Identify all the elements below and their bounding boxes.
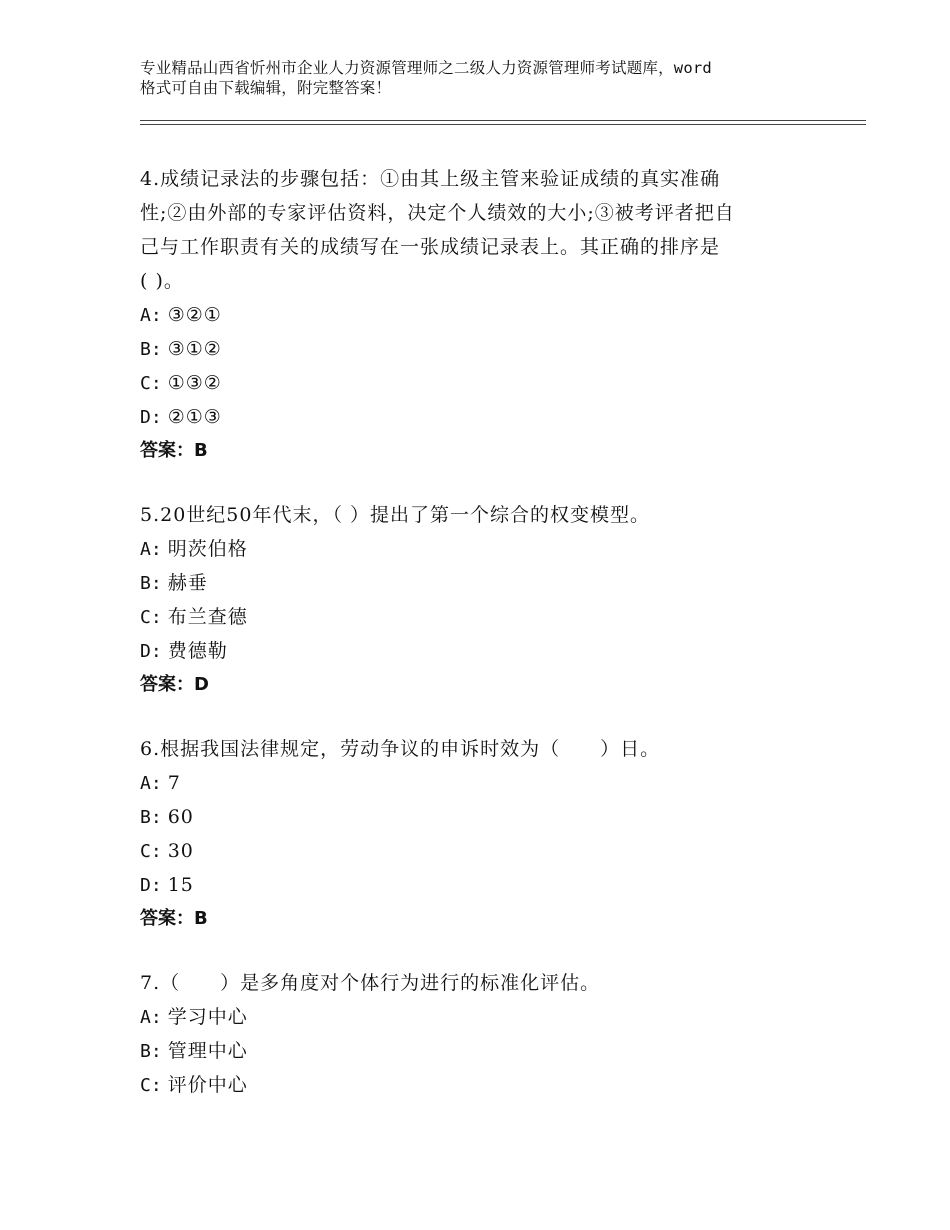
answer-option xyxy=(140,298,820,332)
question-block xyxy=(140,966,820,1102)
question-stem-line: 5.20世纪50年代末，（ ）提出了第一个综合的权变模型。 xyxy=(140,504,651,526)
answer-option xyxy=(140,1000,820,1034)
answer-key: 答案：B xyxy=(140,440,208,461)
option-key: D: xyxy=(140,875,162,896)
answer-option xyxy=(140,566,820,600)
option-text: ②①③ xyxy=(167,406,222,428)
header-divider-bottom xyxy=(140,124,866,125)
answer-option xyxy=(140,332,820,366)
option-text: 布兰查德 xyxy=(167,606,248,628)
question-stem-line: 7.（ ）是多角度对个体行为进行的标准化评估。 xyxy=(140,972,601,994)
question-stem-line: 己与工作职责有关的成绩写在一张成绩记录表上。其正确的排序是 xyxy=(140,236,721,258)
option-text: ①③② xyxy=(167,372,222,394)
option-key: D: xyxy=(140,641,162,662)
question-stem xyxy=(140,966,820,1000)
option-key: C: xyxy=(140,841,162,862)
option-text: 管理中心 xyxy=(167,1040,248,1062)
question-stem xyxy=(140,162,820,298)
answer-key: 答案：D xyxy=(140,674,209,695)
question-stem xyxy=(140,732,820,766)
answer-option xyxy=(140,766,820,800)
option-text: 60 xyxy=(167,806,194,828)
option-key: A: xyxy=(140,773,162,794)
answer-option xyxy=(140,600,820,634)
option-key: D: xyxy=(140,407,162,428)
header-line-1: 专业精品山西省忻州市企业人力资源管理师之二级人力资源管理师考试题库，word xyxy=(140,59,712,77)
answer-option xyxy=(140,1034,820,1068)
option-key: A: xyxy=(140,539,162,560)
question-stem xyxy=(140,498,820,532)
option-key: B: xyxy=(140,1041,162,1062)
answer-option xyxy=(140,634,820,668)
option-text: ③②① xyxy=(167,304,222,326)
option-key: B: xyxy=(140,339,162,360)
answer-option xyxy=(140,532,820,566)
answer-option xyxy=(140,868,820,902)
option-text: 7 xyxy=(167,772,181,794)
document-header xyxy=(140,58,840,98)
header-divider-top xyxy=(140,120,866,121)
option-text: 15 xyxy=(167,874,194,896)
option-text: 30 xyxy=(167,840,194,862)
answer-key: 答案：B xyxy=(140,908,208,929)
option-text: 明茨伯格 xyxy=(167,538,248,560)
question-stem-line: 4.成绩记录法的步骤包括：①由其上级主管来验证成绩的真实准确 xyxy=(140,168,721,190)
question-block xyxy=(140,732,820,936)
question-stem-line: 性;②由外部的专家评估资料，决定个人绩效的大小;③被考评者把自 xyxy=(140,202,735,224)
option-text: ③①② xyxy=(167,338,222,360)
option-text: 赫垂 xyxy=(167,572,208,594)
answer-option xyxy=(140,834,820,868)
option-text: 学习中心 xyxy=(167,1006,248,1028)
option-key: C: xyxy=(140,607,162,628)
option-key: C: xyxy=(140,1075,162,1096)
option-key: C: xyxy=(140,373,162,394)
option-key: A: xyxy=(140,1007,162,1028)
question-block xyxy=(140,162,820,468)
option-key: A: xyxy=(140,305,162,326)
option-key: B: xyxy=(140,807,162,828)
header-line-2: 格式可自由下载编辑，附完整答案！ xyxy=(140,79,392,97)
answer-option xyxy=(140,1068,820,1102)
option-text: 评价中心 xyxy=(167,1074,248,1096)
question-stem-line: 6.根据我国法律规定，劳动争议的申诉时效为（ ）日。 xyxy=(140,738,661,760)
option-key: B: xyxy=(140,573,162,594)
option-text: 费德勒 xyxy=(167,640,228,662)
answer-option xyxy=(140,800,820,834)
question-stem-line: ( )。 xyxy=(140,270,184,292)
answer-option xyxy=(140,366,820,400)
question-block xyxy=(140,498,820,702)
answer-option xyxy=(140,400,820,434)
question-list xyxy=(140,162,820,1132)
